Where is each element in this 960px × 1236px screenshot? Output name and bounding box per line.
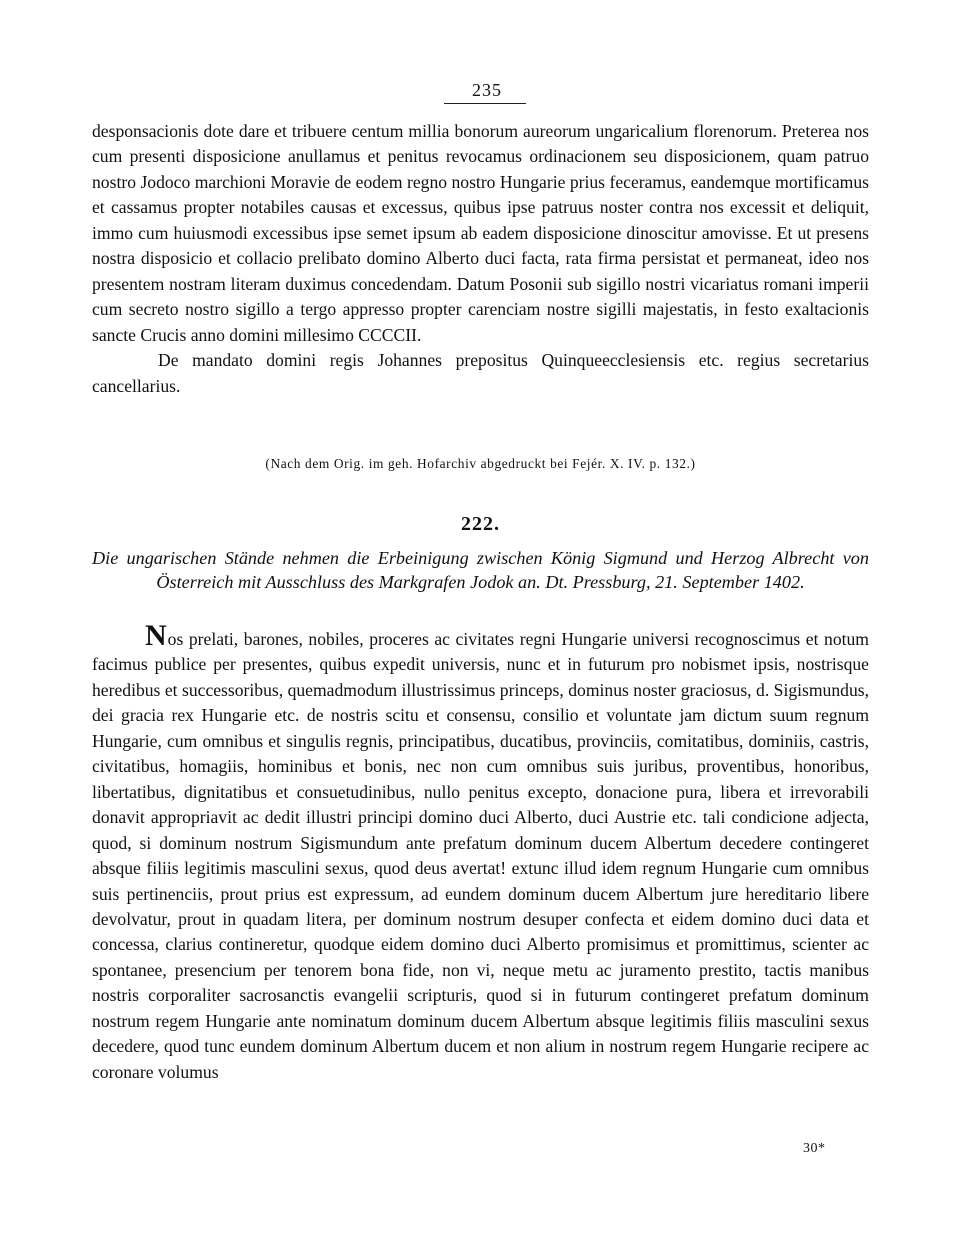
page-number-rule — [444, 103, 526, 104]
initial-letter: N — [145, 619, 167, 652]
chancery-note: De mandato domini regis Johannes prepositus Quinqueecclesiensis etc. regius secretarius cancellarius. — [92, 350, 869, 396]
closing-paragraph: desponsacionis dote dare et tribuere centum millia bonorum aureorum ungaricalium florenorum. Preterea nos cum presenti disposicione anullamus et penitus revocamus ordinacionem seu disposicionem, quam patruo nostro Jodoco marchioni Moravie de eodem regno nostro Hungarie prius feceramus, eandemque mortificamus et cassamus propter notabiles causas et excessus, quibus ipse patruus noster contra nos excessit et deliquit, immo cum huiusmodi excessibus ipse semet ipsum ab eadem disposicione dinoscitur amovisse. Et ut presens nostra disposicio et collacio prelibato domino Alberto duci facta, rata firma persistat et permaneat, ideo nos presentem nostram literam duximus concedendam. Datum Posonii sub sigillo nostri vicariatus romani imperii cum secreto nostro sigillo a tergo appresso propter carenciam nostre sigilli majestatis, in festo exaltacionis sancte Crucis anno domini millesimo CCCCII. — [92, 121, 869, 345]
source-note: (Nach dem Orig. im geh. Hofarchiv abgedruckt bei Fejér. X. IV. p. 132.) — [265, 456, 696, 471]
document-body — [92, 619, 869, 1085]
document-number: 222. — [461, 513, 500, 535]
page-number: 235 — [472, 80, 502, 100]
signature-mark: 30* — [803, 1141, 826, 1156]
previous-document-ending — [92, 119, 869, 399]
document-heading: Die ungarischen Stände nehmen die Erbeinigung zwischen König Sigmund und Herzog Albrecht von Österreich mit Ausschluss des Markgrafen Jodok an. Dt. Pressburg, 21. September 1402. — [92, 548, 869, 592]
body-paragraph — [92, 619, 869, 1085]
body-text: os prelati, barones, nobiles, proceres ac civitates regni Hungarie universi recognoscimus et notum facimus publice per presentes, quibus expedit universis, nunc et in futurum pro nobismet ipsis, nostrisque heredibus et successoribus, quemadmodum illustrissimus princeps, dominus noster graciosus, d. Sigismundus, dei gracia rex Hungarie etc. de nostris scitu et consensu, consilio et voluntate jam dictum suum regnum Hungarie, cum omnibus et singulis regnis, principatibus, ducatibus, provinciis, comitatibus, dominiis, castris, civitatibus, homagiis, hominibus et bonis, nec non cum omnibus suis juribus, proventibus, honoribus, libertatibus, dignitatibus et consuetudinibus, nullo penitus excepto, donacione pura, libera et irrevorabili donavit appropriavit ac dedit illustri principi domino duci Alberto, duci Austrie etc. tali condicione adjecta, quod, si dominum nostrum Sigismundum ante prefatum dominum ducem Albertum decedere contingeret absque filiis legitimis masculini sexus, quod deus avertat! extunc illud idem regnum Hungarie cum omnibus suis pertinenciis, prout prius est expressum, ad eundem dominum ducem Albertum jure hereditario libere devolvatur, prout in quadam litera, per dominum nostrum desuper confecta et eidem domino duci data et concessa, clarius contineretur, quodque eidem domino duci Alberto promisimus et promittimus, scienter ac spontanee, presencium per tenorem bona fide, non vi, neque metu ac juramento prestito, tactis manibus nostris corporaliter sacrosanctis evangelii scripturis, quod si in futurum contingeret prefatum dominum nostrum regem Hungarie ante nominatum dominum ducem Albertum absque legitimis filiis masculini sexus decedere, quod tunc eundem dominum Albertum ducem et non alium in nostrum regem Hungarie recipere ac coronare volumus — [92, 629, 869, 1082]
